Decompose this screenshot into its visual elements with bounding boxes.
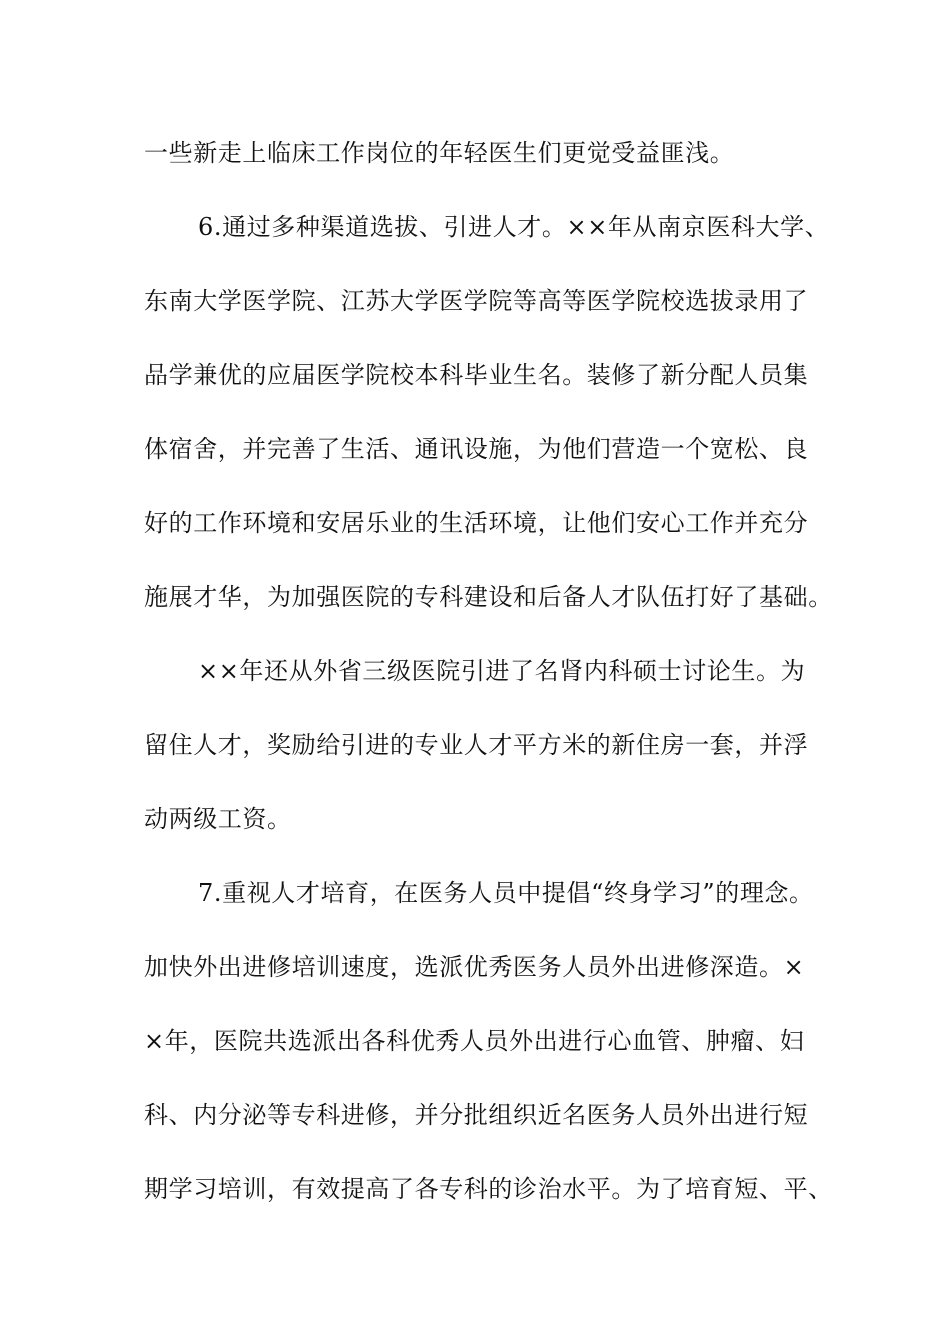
text-line: 一些新走上临床工作岗位的年轻医生们更觉受益匪浅。 [144,139,735,167]
text-line: 动两级工资。 [144,805,292,833]
text-line: 品学兼优的应届医学院校本科毕业生名。装修了新分配人员集 [144,361,809,389]
text-line: ××年还从外省三级医院引进了名肾内科硕士讨论生。为 [198,657,806,685]
text-line: 体宿舍，并完善了生活、通讯设施，为他们营造一个宽松、良 [144,435,809,463]
text-line: 加快外出进修培训速度，选派优秀医务人员外出进修深造。× [144,953,805,981]
text-line: 科、内分泌等专科进修，并分批组织近名医务人员外出进行短 [144,1101,809,1129]
text-line: 6.通过多种渠道选拔、引进人才。××年从南京医科大学、 [198,213,830,241]
text-line: ×年，医院共选派出各科优秀人员外出进行心血管、肿瘤、妇 [144,1027,805,1055]
text-line: 7.重视人才培育，在医务人员中提倡“终身学习”的理念。 [198,879,814,907]
text-line: 留住人才，奖励给引进的专业人才平方米的新住房一套，并浮 [144,731,809,759]
text-line: 施展才华，为加强医院的专科建设和后备人才队伍打好了基础。 [144,583,833,611]
text-line: 好的工作环境和安居乐业的生活环境，让他们安心工作并充分 [144,509,809,537]
text-line: 期学习培训，有效提高了各专科的诊治水平。为了培育短、平、 [144,1175,833,1203]
text-line: 东南大学医学院、江苏大学医学院等高等医学院校选拔录用了 [144,287,809,315]
